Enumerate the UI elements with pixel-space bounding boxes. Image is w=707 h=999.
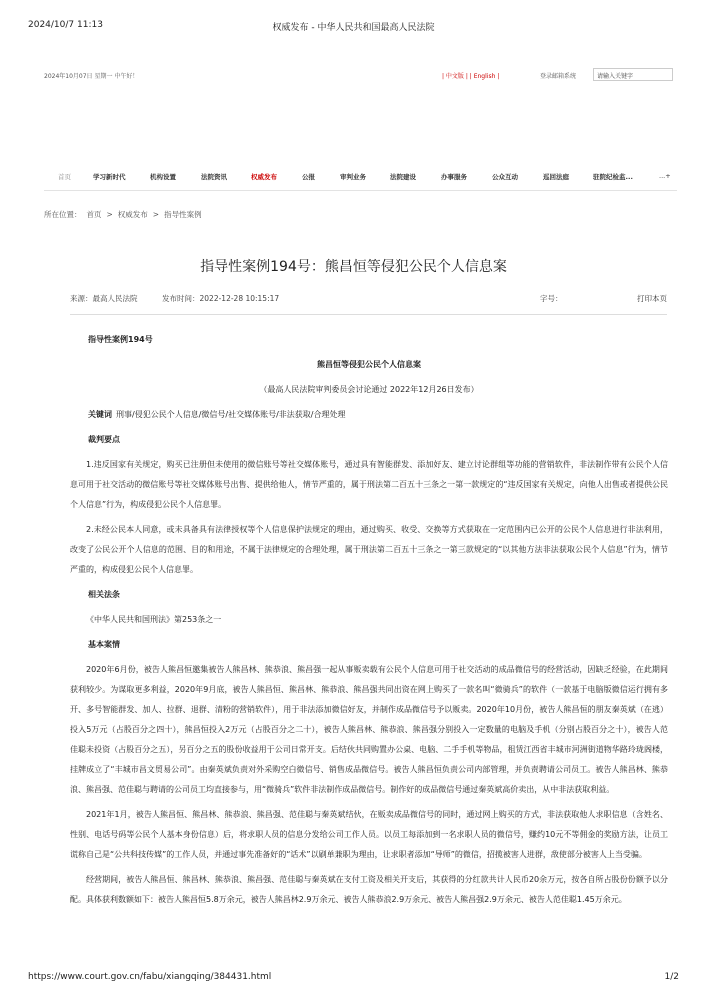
- keywords: [70, 405, 668, 425]
- nav-item-services[interactable]: 办事服务: [441, 173, 467, 181]
- breadcrumb-separator: >: [106, 210, 113, 219]
- page-url: https://www.court.gov.cn/fabu/xiangqing/384431.html: [28, 972, 272, 982]
- search-input[interactable]: 请输入关键字: [593, 68, 673, 81]
- keywords-label: 关键词: [88, 410, 112, 419]
- section-heading-points: 裁判要点: [88, 435, 120, 444]
- nav-item-gazette[interactable]: 公报: [302, 173, 315, 181]
- print-title: 权威发布 - 中华人民共和国最高人民法院: [272, 23, 435, 33]
- current-date: 2024年10月07日 星期一 中午好！: [44, 73, 139, 80]
- article-meta: [70, 293, 667, 315]
- case-name: 熊昌恒等侵犯公民个人信息案: [317, 360, 421, 369]
- nav-item-home[interactable]: 首页: [58, 173, 71, 181]
- article-time: 发布时间：2022-12-28 10:15:17: [162, 294, 280, 303]
- breadcrumb-separator: >: [152, 210, 160, 219]
- nav-item-study[interactable]: 学习新时代: [93, 173, 126, 181]
- nav-item-trial[interactable]: 审判业务: [340, 173, 366, 181]
- nav-item-interaction[interactable]: 公众互动: [492, 173, 518, 181]
- nav-item-discipline[interactable]: 驻院纪检监...: [593, 173, 633, 181]
- breadcrumb-current[interactable]: 指导性案例: [164, 210, 202, 219]
- nav-item-release[interactable]: 权威发布: [251, 173, 277, 181]
- article-title: 指导性案例194号：熊昌恒等侵犯公民个人信息案: [200, 259, 507, 275]
- page-number: 1/2: [664, 972, 679, 982]
- section-heading-facts: 基本案情: [88, 640, 120, 649]
- lang-english-link[interactable]: | English |: [469, 73, 500, 80]
- paragraph-fact-1: 2020年6月份，被告人熊昌恒邀集被告人熊昌林、熊恭浪、熊昌强一起从事贩卖载有公民个人信息可用于社交活动的成品微信号的经营活动，因缺乏经验，在此期间获利较少。为谋取更多利益，2020年9月底，被告人熊昌恒、熊昌林、熊恭浪、熊昌强共同出资在网上购买了一款名叫“微骑兵”的软件（一款基于电脑版微信运行拥有多开、多号智能群发、加人、拉群、退群、清粉的营销软件），用于非法添加微信好友，并制作成品微信号予以贩卖。2020年10月份，被告人熊昌恒的朋友秦英斌（在逃）投入5万元（占股百分之四十），熊昌恒投入2万元（占股百分之二十），被告人熊昌林、熊恭浪、熊昌强分别投入一定数量的电脑及手机（分别占股百分之十），被告人范佳聪未投资（占股百分之五），另百分之五的股份收益用于公司日常开支。后结伙共同购置办公桌、电脑、二手手机等物品，租赁江西省丰城市河洲街道物华路玲珑阁楼，挂牌成立了“丰城市昌文贸易公司”。由秦英斌负责对外采购空白微信号、销售成品微信号。被告人熊昌恒负责公司内部管理，并负责聘请公司员工。被告人熊昌林、熊恭浪、熊昌强、范佳聪与聘请的公司员工均直接参与，用“微骑兵”软件非法制作成品微信号。制作好的成品微信号通过秦英斌高价卖出，从中非法获取利益。: [70, 665, 668, 794]
- breadcrumb: [44, 209, 207, 220]
- case-number: 指导性案例194号: [88, 335, 153, 344]
- nav-item-construction[interactable]: 法院建设: [390, 173, 416, 181]
- print-page-button[interactable]: 打印本页: [637, 294, 667, 303]
- breadcrumb-release[interactable]: 权威发布: [117, 210, 148, 219]
- article-source: 来源：最高人民法院: [70, 294, 138, 303]
- keywords-text: 刑事/侵犯公民个人信息/微信号/社交媒体账号/非法获取/合理处理: [116, 410, 346, 419]
- paragraph-law: 《中华人民共和国刑法》第253条之一: [86, 615, 222, 624]
- article-body: [70, 330, 668, 910]
- case-adopted: （最高人民法院审判委员会讨论通过 2022年12月26日发布）: [259, 385, 479, 394]
- paragraph-fact-3: 经营期间，被告人熊昌恒、熊昌林、熊恭浪、熊昌强、范佳聪与秦英斌在支付工资及相关开支后，其获得的分红款共计人民币20余万元，按各自所占股份份额予以分配。具体获利数额如下：被告人熊昌恒5.8万余元，被告人熊昌林2.9万余元、被告人熊恭浪2.9万余元、被告人熊昌强2.9万余元、被告人范佳聪1.45万余元。: [70, 875, 668, 904]
- lang-chinese-link[interactable]: | 中文版 |: [442, 73, 468, 80]
- breadcrumb-home[interactable]: 首页: [86, 210, 102, 219]
- breadcrumb-lead: 所在位置：: [44, 210, 82, 219]
- paragraph-point-2: 2.未经公民本人同意，或未具备具有法律授权等个人信息保护法规定的理由，通过购买、收受、交换等方式获取在一定范围内已公开的公民个人信息进行非法利用，改变了公民公开个人信息的范围、目的和用途，不属于法律规定的合理处理，属于刑法第二百五十三条之一第三款规定的“以其他方法非法获取公民个人信息”行为，情节严重的，构成侵犯公民个人信息罪。: [70, 525, 668, 574]
- paragraph-fact-2: 2021年1月，被告人熊昌恒、熊昌林、熊恭浪、熊昌强、范佳聪与秦英斌结伙，在贩卖成品微信号的同时，通过网上购买的方式，非法获取他人求职信息（含姓名、性别、电话号码等公民个人基本身份信息）后，将求职人员的信息分发给公司工作人员。以员工每添加到一名求职人员的微信号，赚约10元不等佣金的奖励方法，让员工谎称自己是“公共科技传媒”的工作人员，并通过事先准备好的“话术”以刷单兼职为理由，让求职者添加“导师”的微信，招揽被害人进群，敌使部分被害人上当受骗。: [70, 810, 668, 859]
- nav-item-circuit[interactable]: 巡回法庭: [543, 173, 569, 181]
- font-size-label: 字号：: [540, 294, 563, 303]
- nav-item-more[interactable]: ...+: [659, 172, 671, 180]
- paragraph-point-1: 1.违反国家有关规定，购买已注册但未使用的微信账号等社交媒体账号，通过具有智能群发、添加好友、建立讨论群组等功能的营销软件，非法制作带有公民个人信息可用于社交活动的微信账号等社交媒体账号出售、提供给他人，情节严重的，属于刑法第二百五十三条之一第一款规定的“违反国家有关规定，向他人出售或者提供公民个人信息”行为，构成侵犯公民个人信息罪。: [70, 460, 668, 509]
- print-footer: [0, 972, 707, 992]
- section-heading-law: 相关法条: [88, 590, 120, 599]
- top-bar: [44, 68, 673, 82]
- nav-item-news[interactable]: 法院资讯: [201, 173, 227, 181]
- print-header: [0, 0, 707, 44]
- language-switch: [442, 71, 499, 80]
- print-timestamp: 2024/10/7 11:13: [28, 20, 103, 30]
- nav-item-organization[interactable]: 机构设置: [150, 173, 176, 181]
- main-nav: [44, 163, 677, 191]
- mail-login-link[interactable]: 登录邮箱系统: [540, 73, 577, 80]
